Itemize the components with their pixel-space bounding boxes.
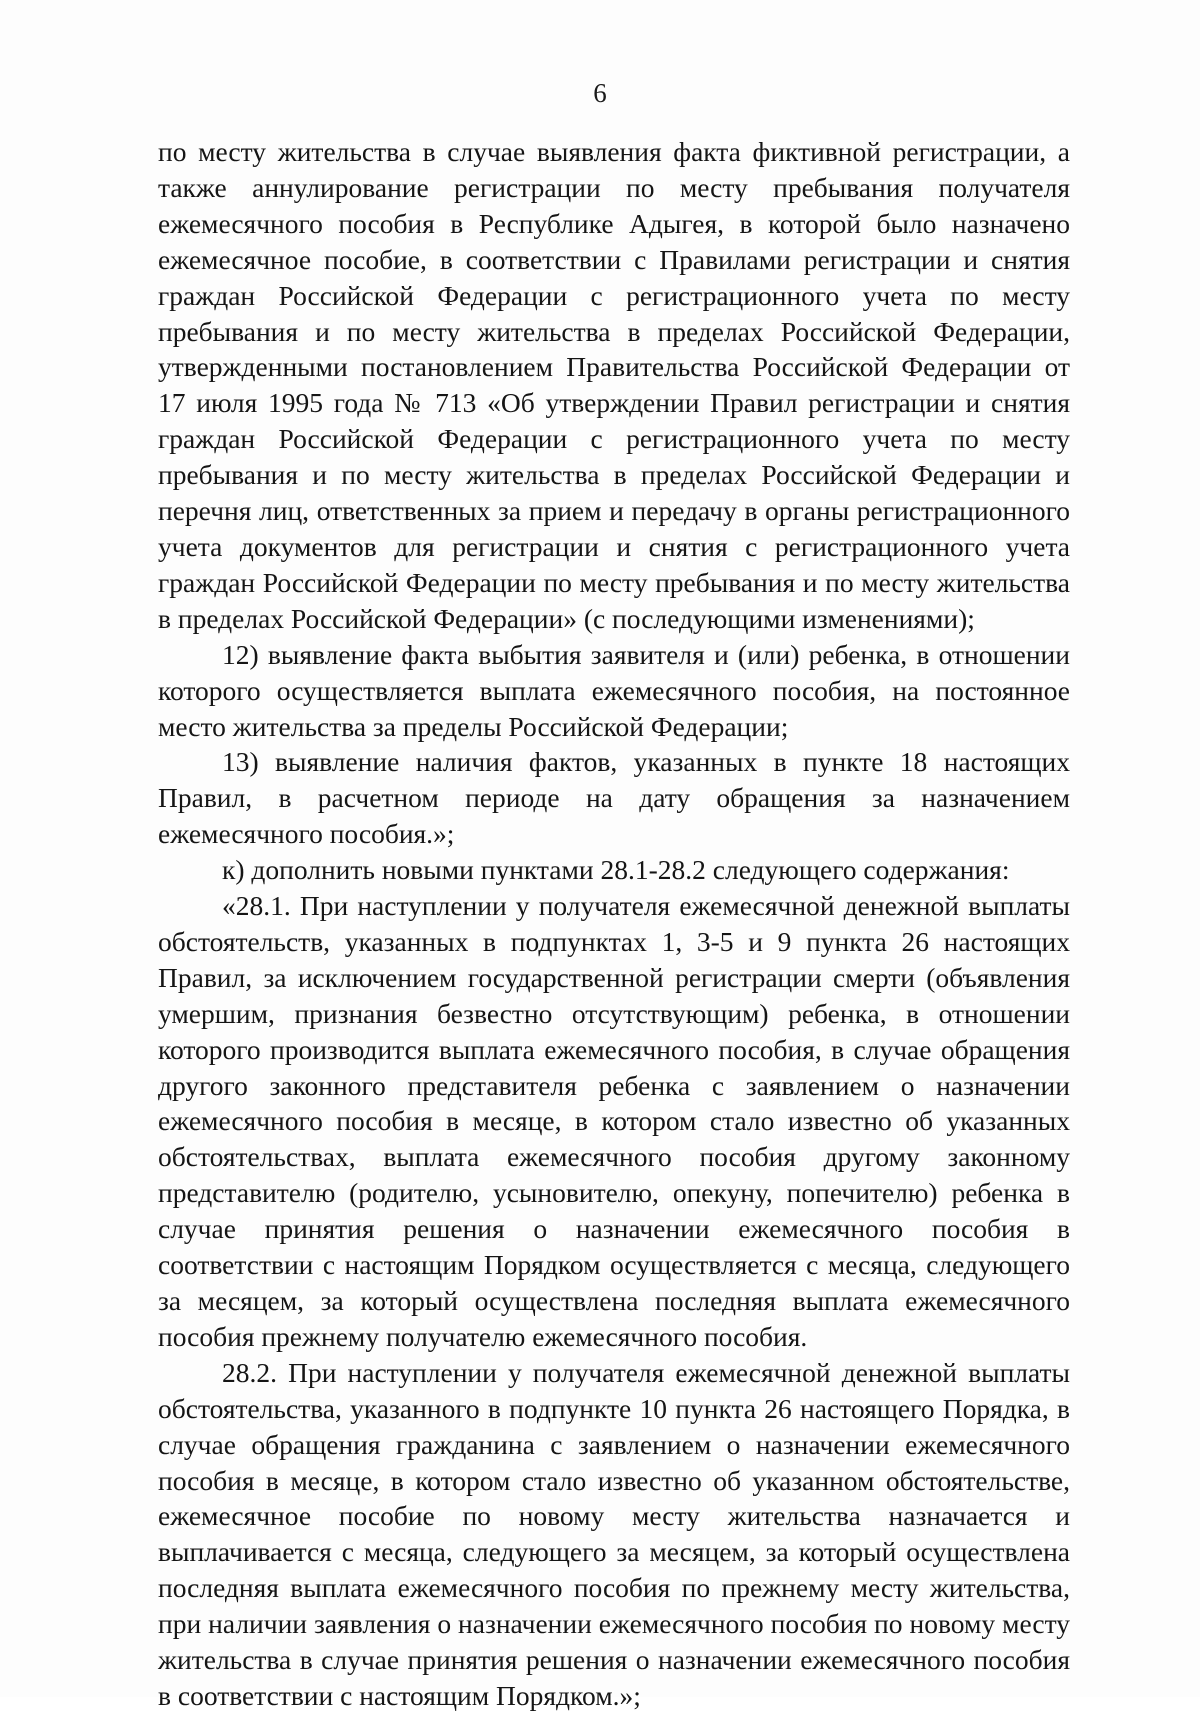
- document-body: [158, 134, 1070, 1714]
- paragraph-amendment-k: к) дополнить новыми пунктами 28.1-28.2 следующего содержания:: [222, 854, 1010, 886]
- page-number: 6: [593, 78, 607, 108]
- paragraph-continuation: по месту жительства в случае выявления факта фиктивной регистрации, а также аннулирование регистрации по месту пребывания получателя ежемесячного пособия в Республике Адыгея, в которой было назначено ежемесячное пособие, в соответствии с Правилами регистрации и снятия граждан Российской Федерации с регистрационного учета по месту пребывания и по месту жительства в пределах Российской Федерации, утвержденными постановлением Правительства Российской Федерации от 17 июля 1995 года № 713 «Об утверждении Правил регистрации и снятия граждан Российской Федерации с регистрационного учета по месту пребывания и по месту жительства в пределах Российской Федерации и перечня лиц, ответственных за прием и передачу в органы регистрационного учета документов для регистрации и снятия с регистрационного учета граждан Российской Федерации по месту пребывания и по месту жительства в пределах Российской Федерации» (с последующими изменениями);: [158, 136, 1070, 634]
- paragraph-clause-28-2: 28.2. При наступлении у получателя ежемесячной денежной выплаты обстоятельства, указанного в подпункте 10 пункта 26 настоящего Порядка, в случае обращения гражданина с заявлением о назначении ежемесячного пособия в месяце, в котором стало известно об указанном обстоятельстве, ежемесячное пособие по новому месту жительства назначается и выплачивается с месяца, следующего за месяцем, за который осуществлена последняя выплата ежемесячного пособия по прежнему месту жительства, при наличии заявления о назначении ежемесячного пособия по новому месту жительства в случае принятия решения о назначении ежемесячного пособия в соответствии с настоящим Порядком.»;: [158, 1356, 1070, 1711]
- paragraph-item-13: 13) выявление наличия фактов, указанных в пункте 18 настоящих Правил, в расчетном периоде на дату обращения за назначением ежемесячного пособия.»;: [158, 746, 1070, 850]
- paragraph-clause-28-1: «28.1. При наступлении у получателя ежемесячной денежной выплаты обстоятельств, указанных в подпунктах 1, 3-5 и 9 пункта 26 настоящих Правил, за исключением государственной регистрации смерти (объявления умершим, признания безвестно отсутствующим) ребенка, в отношении которого производится выплата ежемесячного пособия, в случае обращения другого законного представителя ребенка с заявлением о назначении ежемесячного пособия в месяце, в котором стало известно об указанных обстоятельствах, выплата ежемесячного пособия другому законному представителю (родителю, усыновителю, опекуну, попечителю) ребенка в случае принятия решения о назначении ежемесячного пособия в соответствии с настоящим Порядком осуществляется с месяца, следующего за месяцем, за который осуществлена последняя выплата ежемесячного пособия прежнему получателю ежемесячного пособия.: [158, 890, 1070, 1352]
- paragraph-item-12: 12) выявление факта выбытия заявителя и (или) ребенка, в отношении которого осуществляется выплата ежемесячного пособия, на постоянное место жительства за пределы Российской Федерации;: [158, 638, 1070, 742]
